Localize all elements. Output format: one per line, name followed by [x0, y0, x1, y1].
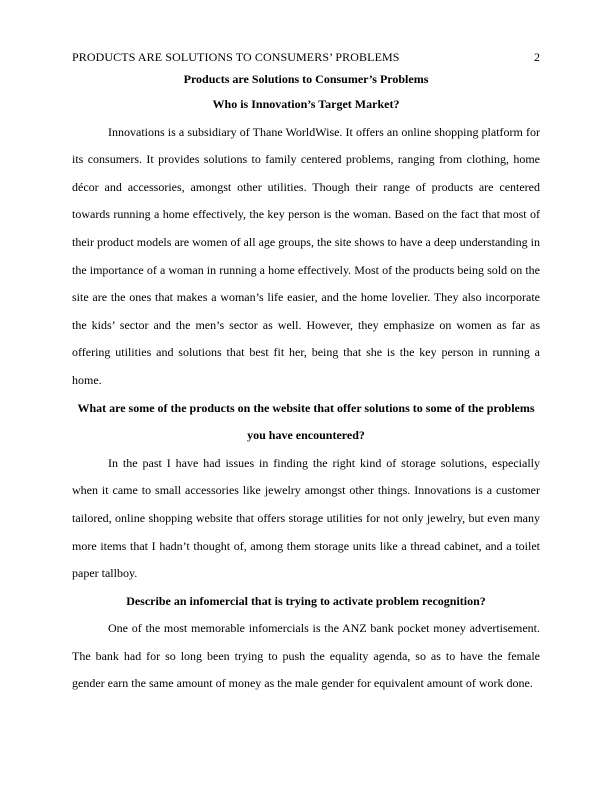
document-body — [72, 68, 540, 698]
section-heading-products: What are some of the products on the website that offer solutions to some of the problems you have encountered? — [77, 400, 535, 443]
section-heading-infomercial: Describe an infomercial that is trying to activate problem recognition? — [126, 593, 486, 608]
paragraph-infomercial: One of the most memorable infomercials is the ANZ bank pocket money advertisement. The bank had for so long been trying to push the equality agenda, so as to have the female gender earn the same amount of money as the male gender for equivalent amount of work done. — [72, 621, 540, 691]
paragraph-target-market: Innovations is a subsidiary of Thane WorldWise. It offers an online shopping platform for its consumers. It provides solutions to family centered problems, ranging from clothing, home décor and accessories, amongst other utilities. Though their range of products are centered towards running a home effectively, the key person is the woman. Based on the fact that most of their product models are women of all age groups, the site shows to have a deep understanding in the importance of a woman in running a home effectively. Most of the products being sold on the site are the ones that makes a woman’s life easier, and the home lovelier. They also incorporate the kids’ sector and the men’s sector as well. However, they emphasize on women as far as offering utilities and solutions that best fit her, being that she is the key person in running a home. — [72, 124, 540, 387]
paragraph-products: In the past I have had issues in finding the right kind of storage solutions, especially when it came to small accessories like jewelry amongst other things. Innovations is a customer tailored, online shopping website that offers storage utilities for not only jewelry, but even many more items that I hadn’t thought of, among them storage units like a thread cabinet, and a toilet paper tallboy. — [72, 455, 540, 581]
section-heading-target-market: Who is Innovation’s Target Market? — [212, 97, 400, 111]
document-title: Products are Solutions to Consumer’s Problems — [183, 72, 429, 86]
page-number: 2 — [534, 50, 540, 64]
running-header — [72, 49, 540, 65]
running-title: PRODUCTS ARE SOLUTIONS TO CONSUMERS’ PROBLEMS — [72, 50, 400, 64]
